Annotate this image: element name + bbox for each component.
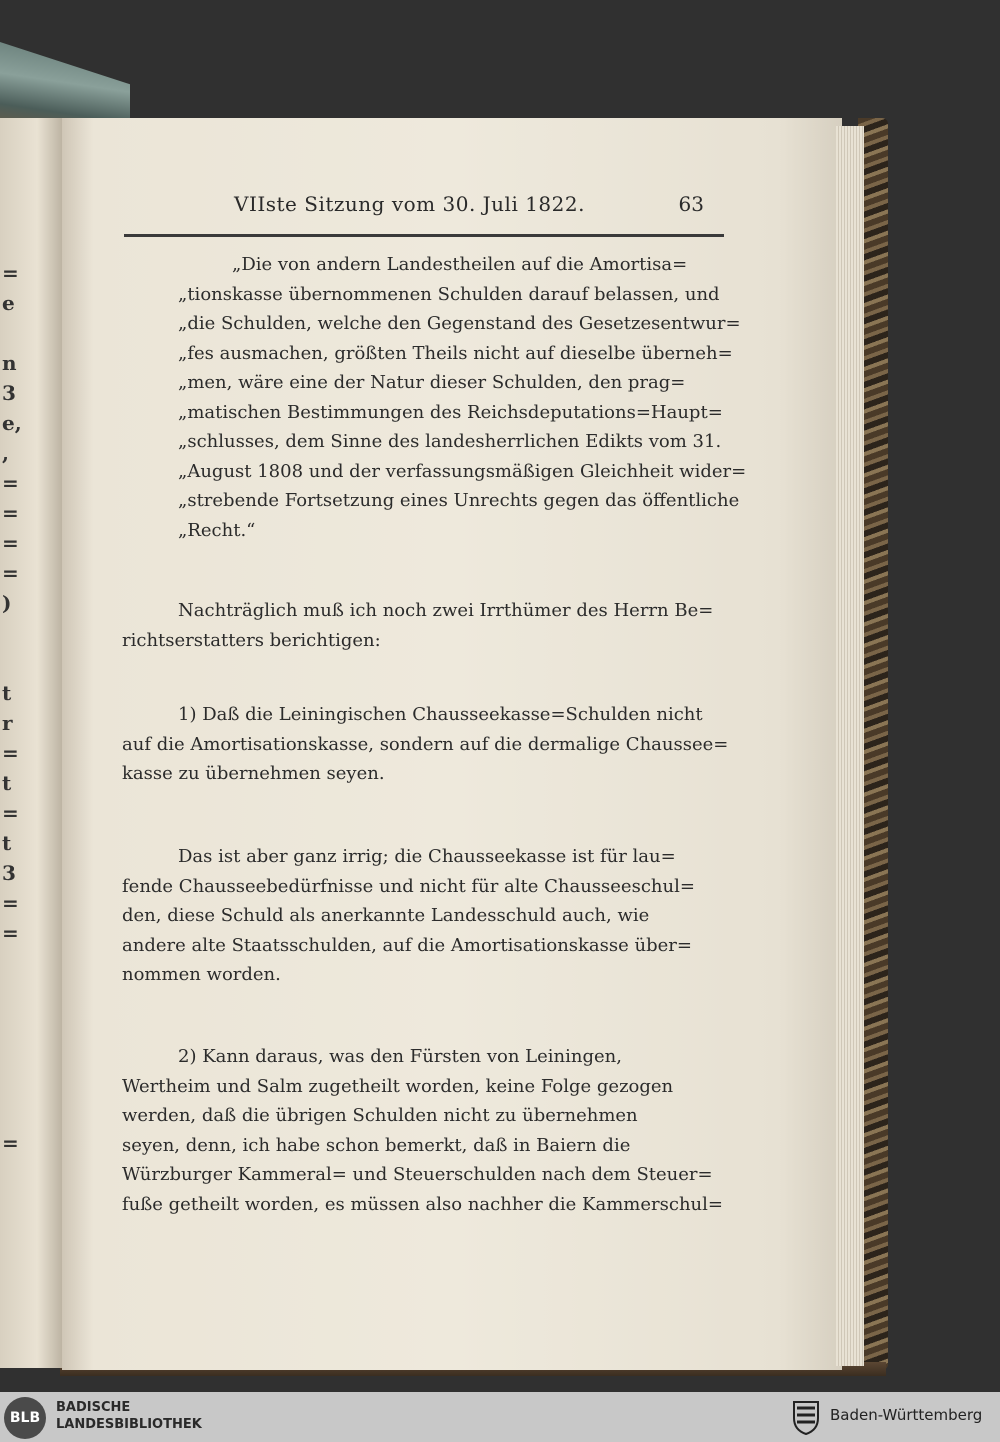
text-line: nommen worden. bbox=[122, 964, 281, 985]
text-line: „tionskasse übernommenen Schulden darauf belassen, und bbox=[178, 283, 720, 305]
text-line: 1) Daß die Leiningischen Chausseekasse=Schulden nicht bbox=[178, 704, 703, 725]
text-line: kasse zu übernehmen seyen. bbox=[122, 763, 385, 784]
text-line: „August 1808 und der verfassungsmäßigen Gleichheit wider= bbox=[178, 460, 747, 482]
text-line: fuße getheilt worden, es müssen also nachher die Kammerschul= bbox=[122, 1193, 723, 1215]
paragraph-point-1 bbox=[122, 700, 729, 789]
text-line: richtserstatters berichtigen: bbox=[122, 629, 381, 651]
text-line: den, diese Schuld als anerkannte Landesschuld auch, wie bbox=[122, 905, 650, 926]
text-line: Würzburger Kammeral= und Steuerschulden nach dem Steuer= bbox=[122, 1164, 713, 1185]
header-title: VIIste Sitzung vom 30. Juli 1822. bbox=[234, 192, 585, 216]
text-line: „matischen Bestimmungen des Reichsdeputations=Haupt= bbox=[178, 401, 723, 423]
text-line: seyen, denn, ich habe schon bemerkt, daß in Baiern die bbox=[122, 1134, 631, 1156]
text-line: Nachträglich muß ich noch zwei Irrthümer des Herrn Be= bbox=[178, 600, 714, 621]
left-page-margin-fragments: = e n 3 e, , = = = = ) t r = t = t 3 = = = bbox=[2, 261, 22, 1155]
text-line: „die Schulden, welche den Gegenstand des Gesetzesentwur= bbox=[178, 313, 741, 334]
text-line: „Die von andern Landestheilen auf die Amortisa= bbox=[232, 254, 688, 275]
text-line: 2) Kann daraus, was den Fürsten von Leiningen, bbox=[178, 1046, 622, 1067]
header-rule bbox=[124, 234, 724, 237]
text-line: andere alte Staatsschulden, auf die Amortisationskasse über= bbox=[122, 934, 692, 956]
paragraph-quote bbox=[122, 250, 747, 545]
text-line: fende Chausseebedürfnisse und nicht für alte Chausseeschul= bbox=[122, 875, 695, 897]
paragraph-rebuttal bbox=[122, 842, 704, 990]
running-header bbox=[234, 190, 704, 224]
page-stack-edges bbox=[836, 126, 864, 1366]
paragraph-point-2 bbox=[122, 1042, 723, 1219]
state-name: Baden-Württemberg bbox=[830, 1406, 983, 1424]
baden-wuerttemberg-coat-of-arms-icon bbox=[790, 1398, 822, 1436]
blb-logo[interactable]: BLB bbox=[4, 1397, 46, 1439]
text-line: Das ist aber ganz irrig; die Chausseekasse ist für lau= bbox=[178, 846, 676, 867]
text-line: „strebende Fortsetzung eines Unrechts gegen das öffentliche bbox=[178, 490, 740, 511]
library-name bbox=[56, 1399, 202, 1433]
text-line: auf die Amortisationskasse, sondern auf die dermalige Chaussee= bbox=[122, 733, 729, 755]
text-line: „Recht.“ bbox=[178, 519, 256, 541]
viewer-footer bbox=[0, 1392, 1000, 1442]
page-number: 63 bbox=[678, 192, 704, 216]
text-line: „fes ausmachen, größten Theils nicht auf dieselbe überneh= bbox=[178, 342, 733, 364]
text-line: Wertheim und Salm zugetheilt worden, keine Folge gezogen bbox=[122, 1075, 674, 1097]
text-line: „schlusses, dem Sinne des landesherrlichen Edikts vom 31. bbox=[178, 431, 722, 452]
paragraph-corrections-intro bbox=[122, 596, 714, 655]
library-name-line-1: BADISCHE bbox=[56, 1400, 131, 1415]
library-name-line-2: LANDESBIBLIOTHEK bbox=[56, 1417, 202, 1432]
text-line: werden, daß die übrigen Schulden nicht zu übernehmen bbox=[122, 1105, 638, 1126]
text-line: „men, wäre eine der Natur dieser Schulden, den prag= bbox=[178, 372, 686, 393]
